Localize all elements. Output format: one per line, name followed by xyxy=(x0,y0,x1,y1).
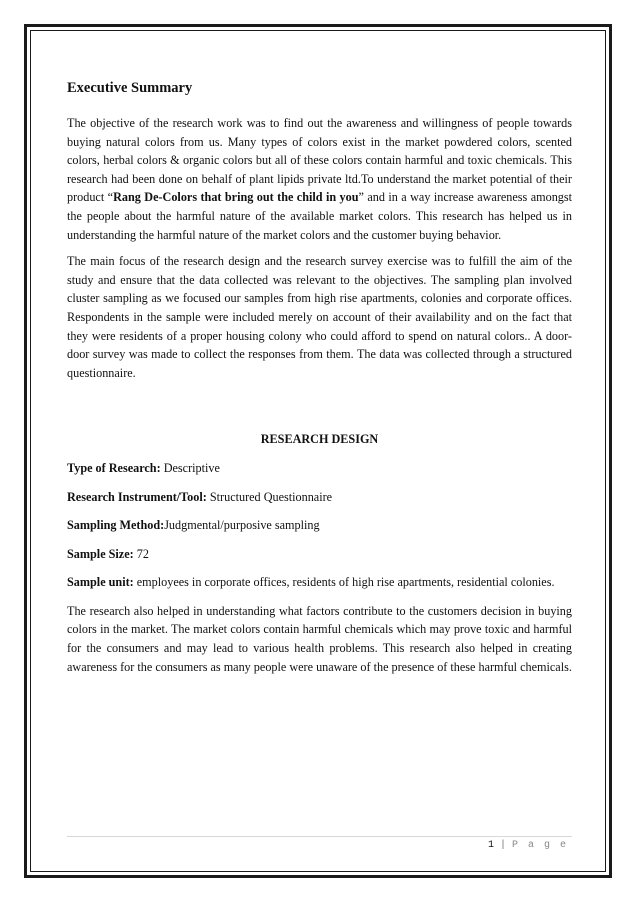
page-number: 1 xyxy=(487,840,496,851)
product-name-bold: Rang De-Colors that bring out the child in you xyxy=(113,190,359,205)
field-sample-unit xyxy=(67,573,572,592)
field-sample-size xyxy=(67,545,572,564)
field-sampling-method xyxy=(67,516,572,535)
research-design-heading: RESEARCH DESIGN xyxy=(260,432,379,447)
paragraph-objective xyxy=(67,114,572,244)
field-label: Type of Research: xyxy=(67,460,161,475)
paragraph-objective-part2: ” and in a way increase awareness amongst the people about the harmful nature of the available market colors. This research has helped us in understanding the harmful nature of the market colors and the customer buying behavior. xyxy=(67,190,573,242)
page-footer xyxy=(488,840,568,851)
document-body xyxy=(67,78,572,684)
field-value: 72 xyxy=(133,546,149,561)
field-label: Sample Size: xyxy=(67,546,134,561)
page-label: P a g e xyxy=(511,840,568,851)
field-value: Judgmental/purposive sampling xyxy=(164,518,320,533)
field-value: Structured Questionnaire xyxy=(206,489,333,504)
field-research-instrument xyxy=(67,488,572,507)
field-type-of-research xyxy=(67,459,572,478)
footer-separator: | xyxy=(499,840,508,851)
paragraph-objective-part1: The objective of the research work was to find out the awareness and willingness of people towards buying natural colors from us. Many types of colors exist in the market powdered colors, scented colors, herbal colors & organic colors but all of these colors contain harmful and toxic chemicals. This research had been done on behalf of plant lipids private ltd.To understand the market potential of their product “ xyxy=(67,116,572,205)
field-label: Sampling Method: xyxy=(67,518,165,533)
footer-divider xyxy=(67,836,572,837)
paragraph-research-focus: The main focus of the research design and the research survey exercise was to fulfill the aim of the study and ensure that the data collected was relevant to the objectives. The sampling plan involved cluster sampling as we focused our samples from high rise apartments, colonies and corporate offices. Respondents in the sample were included merely on account of their availability and on the fact that they were residents of a proper housing colony who could afford to spend on natural colors.. A door-door survey was made to collect the responses from them. The data was collected through a structured questionnaire. xyxy=(67,254,572,380)
field-label: Research Instrument/Tool: xyxy=(67,489,207,504)
spacer xyxy=(67,390,572,430)
field-label: Sample unit: xyxy=(67,575,134,590)
section-heading: Executive Summary xyxy=(67,80,193,96)
field-value: Descriptive xyxy=(160,460,220,475)
field-value: employees in corporate offices, residents of high rise apartments, residential colonies. xyxy=(133,575,555,590)
paragraph-conclusion: The research also helped in understanding what factors contribute to the customers decision in buying colors in the market. The market colors contain harmful chemicals which may prove toxic and harmful for the consumers and may lead to various health problems. This research also helped in creating awareness for the consumers as many people were unaware of the presence of these harmful chemicals. xyxy=(67,603,572,674)
